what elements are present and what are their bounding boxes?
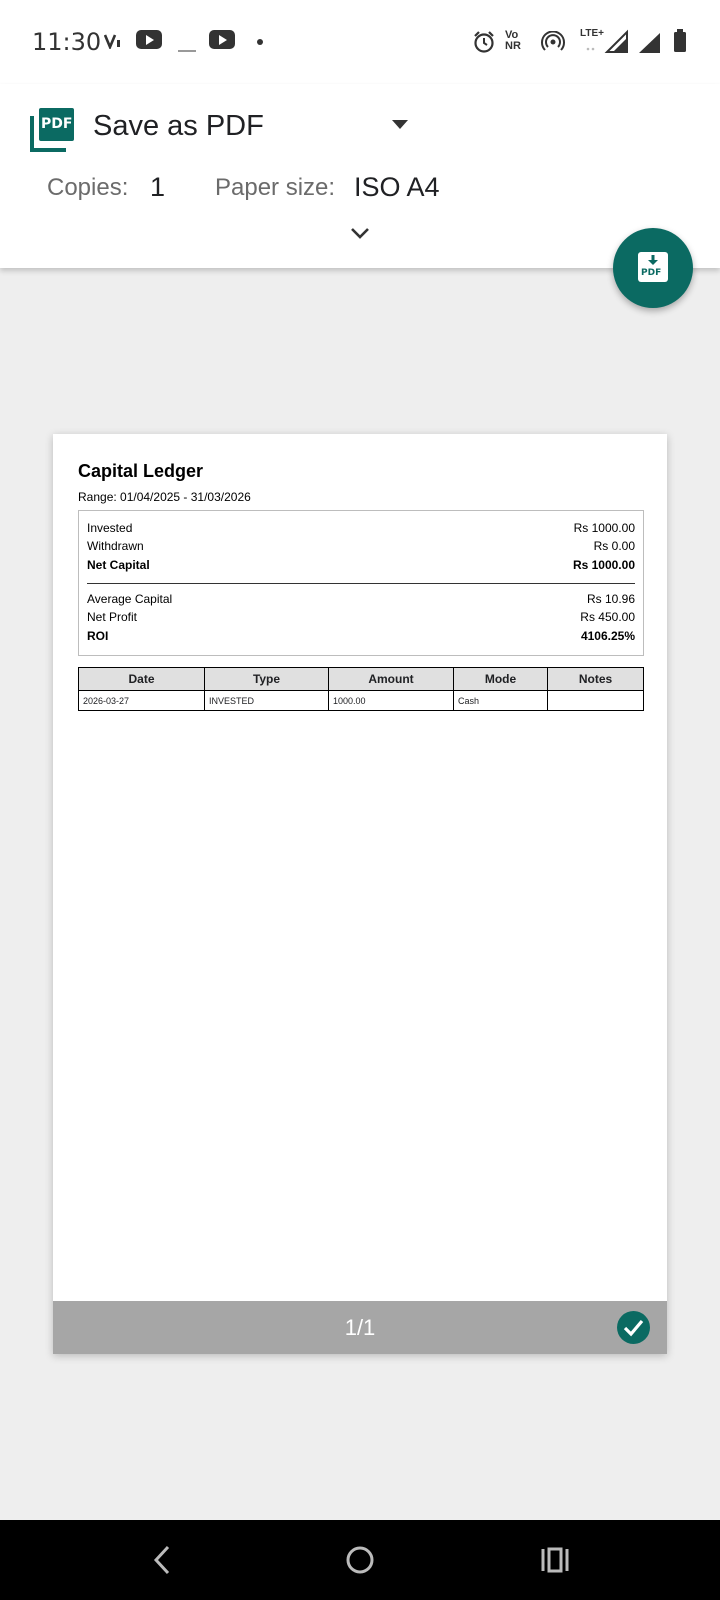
vi-carrier-icon <box>104 33 124 54</box>
lte-label: LTE+ <box>580 28 604 39</box>
summary-label: ROI <box>87 629 109 643</box>
download-pdf-icon <box>637 251 669 283</box>
column-header-amount: Amount <box>329 668 454 691</box>
summary-value: Rs 1000.00 <box>572 558 635 572</box>
paper-size-label: Paper size: <box>215 174 336 201</box>
pdf-printer-icon <box>30 106 76 152</box>
copies-label: Copies: <box>47 174 129 201</box>
summary-label: Average Capital <box>87 592 173 606</box>
table-header-row <box>79 668 644 691</box>
paper-size-value[interactable]: ISO A4 <box>354 172 440 202</box>
print-options-header <box>0 84 720 268</box>
document-range: Range: 01/04/2025 - 31/03/2026 <box>78 490 251 504</box>
summary-row-withdrawn <box>87 539 635 555</box>
back-icon[interactable] <box>150 1544 174 1581</box>
home-icon[interactable] <box>345 1545 375 1580</box>
column-header-date: Date <box>79 668 205 691</box>
cell-amount: 1000.00 <box>329 691 454 711</box>
printer-select[interactable]: Save as PDF <box>93 110 264 142</box>
summary-value: 4106.25% <box>580 629 635 643</box>
cell-mode: Cash <box>454 691 548 711</box>
vonr-top-text: Vo <box>505 29 519 41</box>
summary-value: Rs 1000.00 <box>573 521 635 535</box>
column-header-mode: Mode <box>454 668 548 691</box>
alarm-icon <box>472 30 496 59</box>
summary-row-average-capital <box>87 592 635 608</box>
summary-row-net-profit <box>87 610 635 626</box>
summary-value: Rs 0.00 <box>593 539 635 553</box>
status-bar <box>0 0 720 84</box>
document-title: Capital Ledger <box>78 461 204 481</box>
page-bar <box>53 1301 667 1354</box>
fab-pdf-text: PDF <box>641 268 662 278</box>
document-preview-page[interactable] <box>53 434 667 1354</box>
summary-row-net-capital <box>87 558 635 574</box>
navigation-bar <box>0 1520 720 1600</box>
summary-value: Rs 450.00 <box>580 610 635 624</box>
summary-box <box>78 510 644 656</box>
youtube-icon <box>209 30 235 49</box>
printer-dropdown-icon[interactable] <box>392 120 408 129</box>
summary-label: Net Profit <box>87 610 138 624</box>
vonr-icon <box>505 30 521 52</box>
summary-value: Rs 10.96 <box>586 592 635 606</box>
download-pdf-button[interactable] <box>613 228 693 308</box>
youtube-icon <box>136 30 162 49</box>
expand-options-chevron-icon[interactable] <box>350 226 370 245</box>
page-count: 1/1 <box>344 1315 376 1340</box>
status-time: 11:30 <box>32 28 102 56</box>
cell-type: INVESTED <box>205 691 329 711</box>
notification-icon <box>178 40 196 58</box>
hotspot-icon <box>541 31 565 58</box>
cell-notes <box>548 691 644 711</box>
summary-row-invested <box>87 521 635 537</box>
battery-icon <box>673 29 687 58</box>
summary-divider <box>87 583 635 584</box>
column-header-type: Type <box>205 668 329 691</box>
summary-label: Withdrawn <box>87 539 144 553</box>
ledger-table <box>78 667 644 711</box>
page-selected-check-icon[interactable] <box>617 1311 650 1344</box>
vonr-bottom-text: NR <box>505 40 521 52</box>
copies-value[interactable]: 1 <box>150 172 166 202</box>
summary-label: Net Capital <box>87 558 150 572</box>
summary-row-roi <box>87 629 635 645</box>
pdf-logo-text: PDF <box>41 116 73 132</box>
table-row <box>79 691 644 711</box>
cell-date: 2026-03-27 <box>79 691 205 711</box>
recents-icon[interactable] <box>540 1547 570 1578</box>
column-header-notes: Notes <box>548 668 644 691</box>
summary-label: Invested <box>87 521 133 535</box>
dot-icon <box>257 39 263 45</box>
signal-icon <box>638 32 662 59</box>
